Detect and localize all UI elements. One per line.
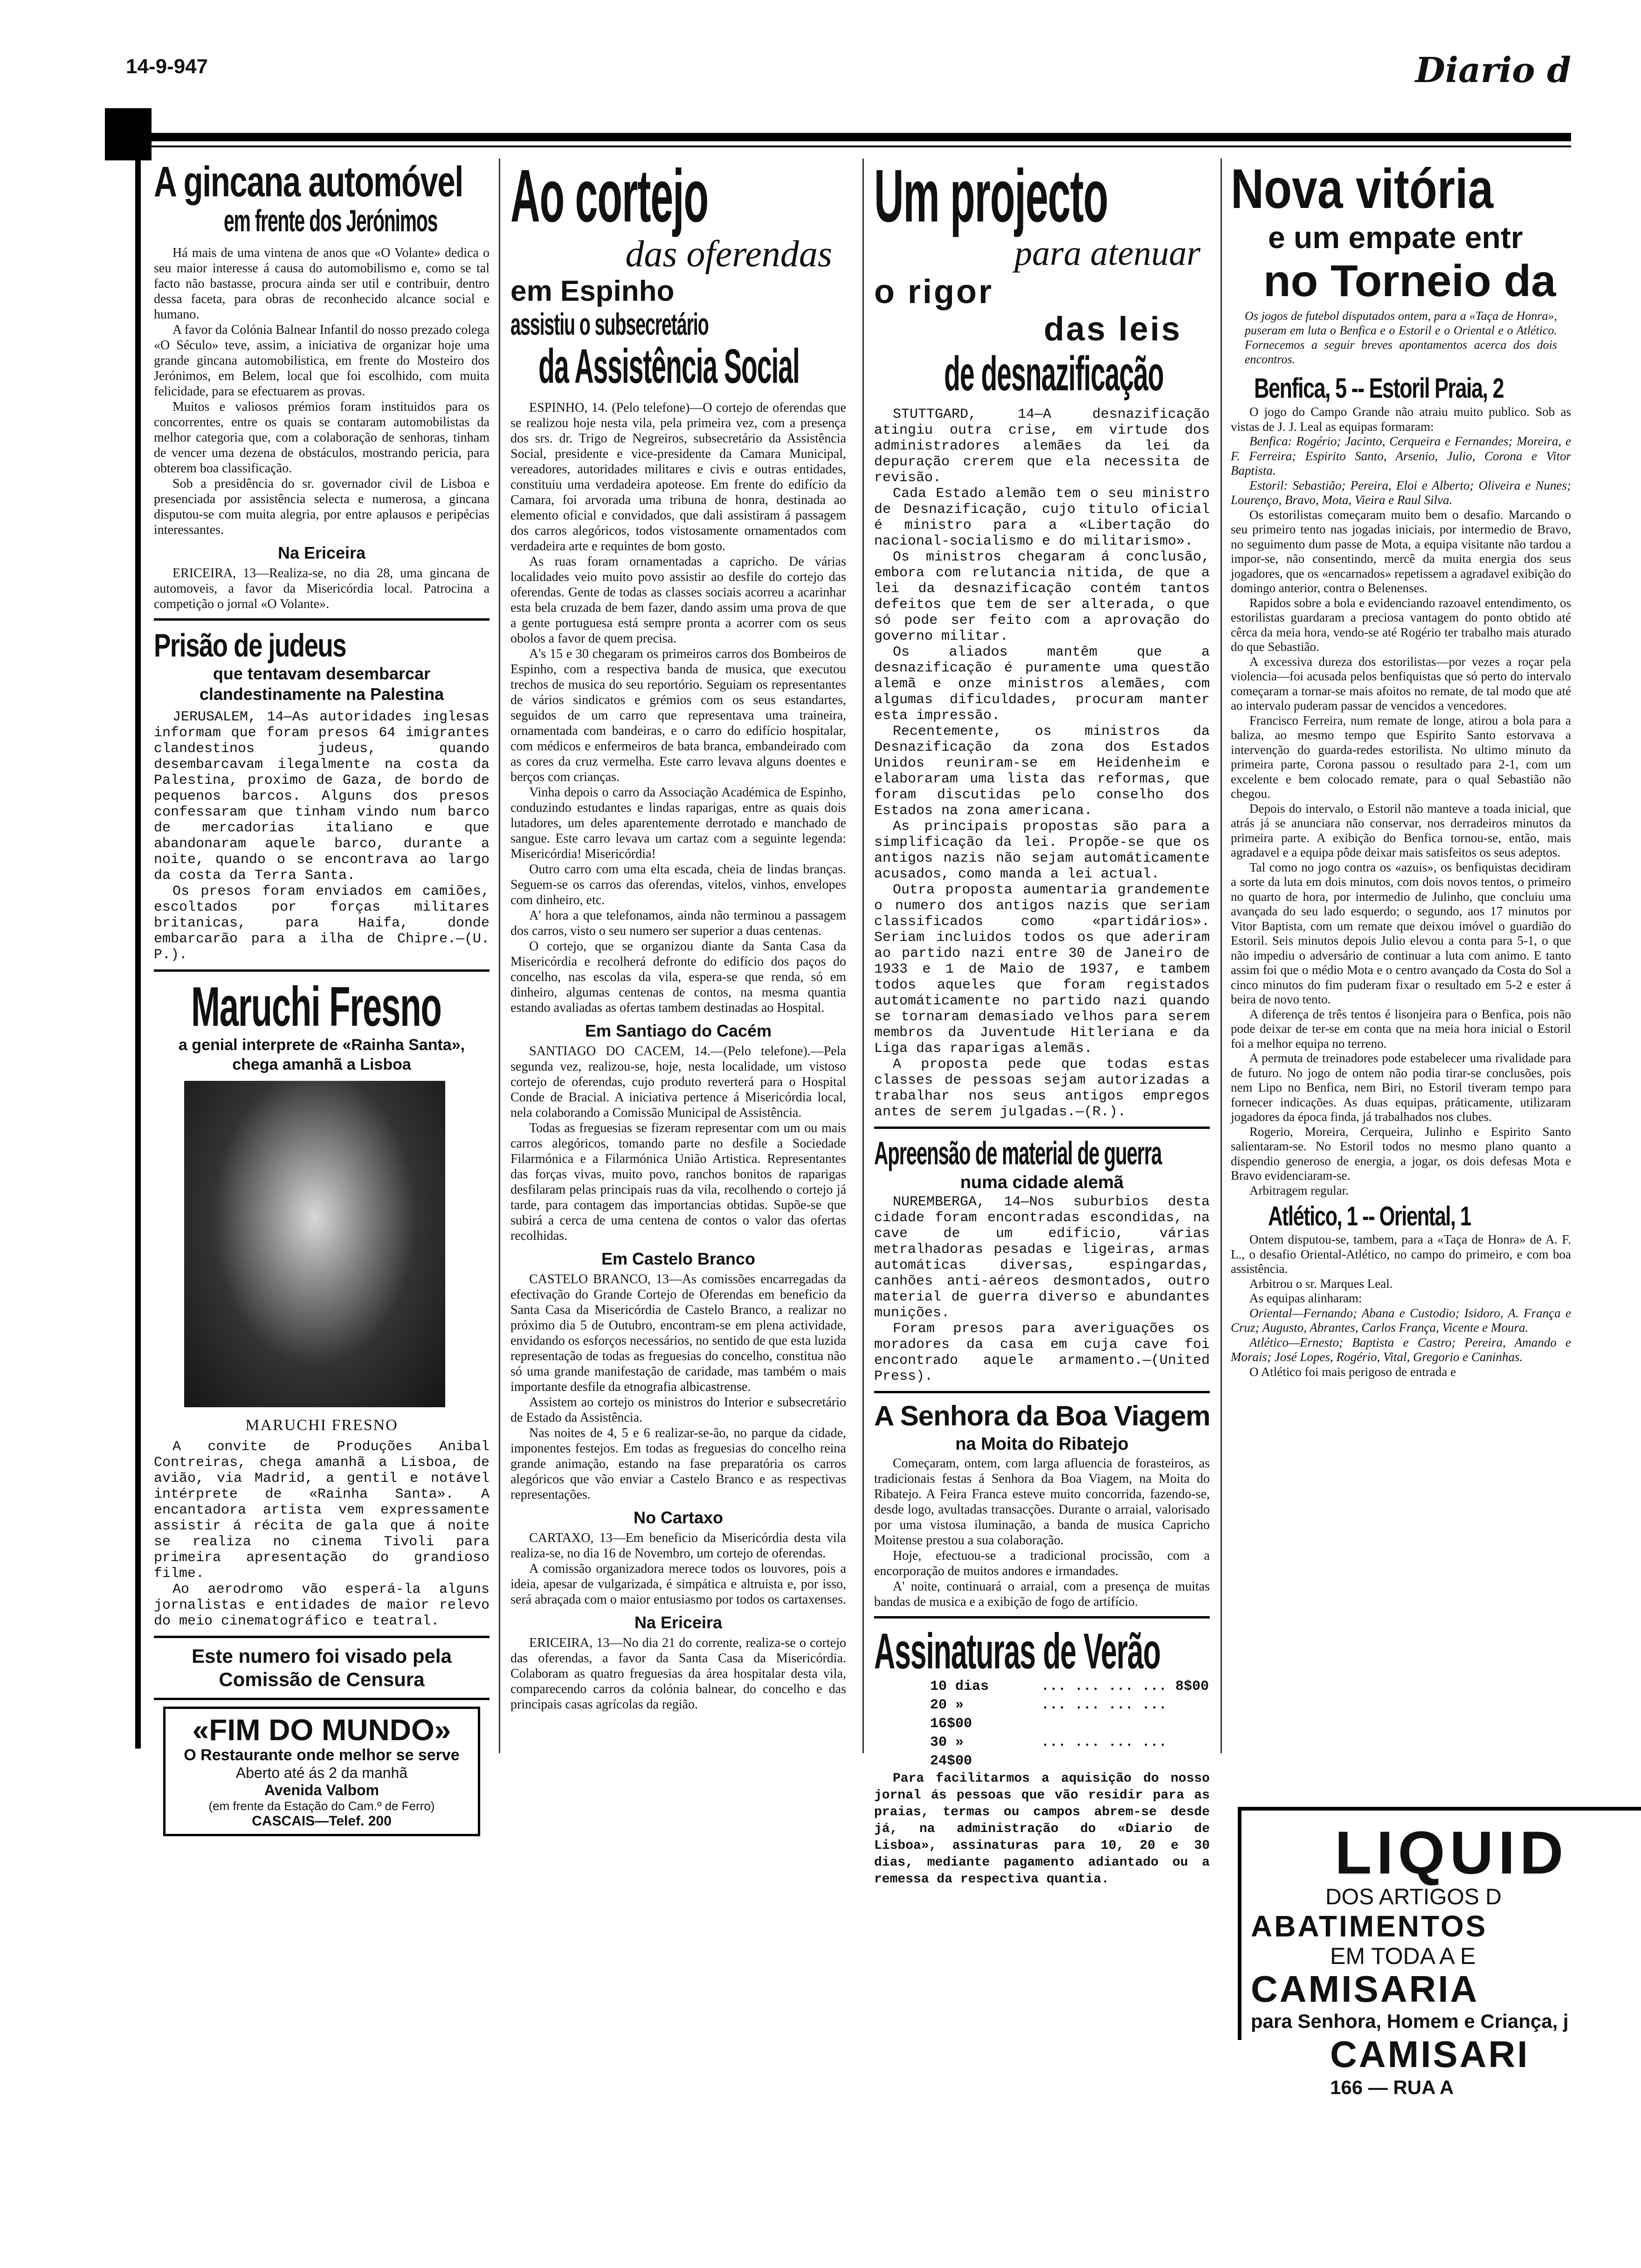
paragraph: Arbitrou o sr. Marques Leal. bbox=[1249, 1276, 1393, 1291]
headline: Maruchi Fresno bbox=[191, 975, 441, 1038]
paragraph: Para facilitarmos a aquisição do nosso jornal ás pessoas que vão residir para as praias, termas ou campos abrem-se desde já, na administração do «Diario de Lisboa», assinaturas para 10, 20 e 30 dias, mediante pagamento adiantado ou a remessa da respectiva quantia. bbox=[874, 1771, 1210, 1887]
ad-line: LIQUID bbox=[1335, 1819, 1568, 1887]
article-body bbox=[1231, 1232, 1571, 1379]
paragraph: Francisco Ferreira, num remate de longe, atirou a bola para a baliza, ao mesmo tempo que Espirito Santo estorvava a intervenção do guarda-redes estorilista. No ultimo minuto da primeira parte, Corona passou o resultado para 2-1, com um excelente e bem colocado remate, para o qual Sebastião não chegou. bbox=[1231, 713, 1571, 801]
article-body bbox=[154, 245, 490, 538]
paragraph: Ontem disputou-se, tambem, para a «Taça de Honra» de A. F. L., o desafio Oriental-Atlético, no campo do primeiro, e com boa assistência. bbox=[1231, 1232, 1571, 1276]
article-gincana bbox=[154, 159, 490, 612]
paragraph: Depois do intervalo, o Estoril não manteve a toada inicial, que atrás já se anunciara não conservar, nos derradeiros minutos da primeira parte. A exibição do Benfica tornou-se, então, mais agradavel e a equipa pôde deixar mais satisfeitos os seus adeptos. bbox=[1231, 801, 1571, 859]
portrait-photo bbox=[184, 1081, 445, 1407]
article-body bbox=[874, 407, 1210, 1120]
masthead: Diario d bbox=[1415, 50, 1571, 90]
paragraph: A diferença de três tentos é lisonjeira para o Benfica, pois não pode deixar de ter-se em conta que na meia hora inicial o Estoril foi a melhor equipa no terreno. bbox=[1231, 1007, 1571, 1051]
corner-block bbox=[105, 108, 152, 160]
article-maruchi bbox=[154, 975, 490, 1629]
censorship-note: Este numero foi visado pela Comissão de Censura bbox=[192, 1645, 452, 1690]
section-heading: Em Castelo Branco bbox=[601, 1249, 756, 1268]
section-heading: Benfica, 5 -- Estoril Praia, 2 bbox=[1254, 373, 1504, 404]
paragraph: O jogo do Campo Grande não atraiu muito publico. Sob as vistas de J. J. Leal as equipas formaram: bbox=[1231, 405, 1571, 434]
paragraph: Estoril: Sebastião; Pereira, Eloi e Alberto; Oliveira e Nunes; Lourenço, Bravo, Mota, Vieira e Raul Silva. bbox=[1231, 478, 1571, 507]
headline-sub: em frente dos Jerónimos bbox=[224, 203, 438, 238]
paragraph: Cada Estado alemão tem o seu ministro de Desnazificação, cujo titulo oficial é ministro para a «Libertação do nacional-socialismo e do militarismo». bbox=[874, 486, 1210, 549]
headline: A Senhora da Boa Viagem bbox=[874, 1400, 1210, 1431]
headline-line: das leis bbox=[1043, 311, 1182, 348]
paragraph: Ao aerodromo vão esperá-la alguns jornalistas e entidades de maior relevo do meio cinematográfico e teatral. bbox=[154, 1582, 490, 1629]
paragraph: Sob a presidência do sr. governador civil de Lisboa e presenciada por assistência selecta e numerosa, a gincana disputou-se com muita alegria, por entre aplausos e peripécias interessantes. bbox=[154, 477, 490, 537]
paragraph: Arbitragem regular. bbox=[1249, 1183, 1349, 1197]
paragraph: Há mais de uma vintena de anos que «O Volante» dedica o seu maior interesse á causa do automobilismo e, como se tal facto não bastasse, procura ainda ser util e contribuir, dentro dessa faceta, para obras de reconhecido alcance social e humano. bbox=[154, 246, 490, 322]
paragraph: Vinha depois o carro da Associação Académica de Espinho, conduzindo estudantes e lindas raparigas, entre as quais dois lutadores, um deles aparentemente derrotado e manchado de sangue. Este carro levava um cartaz com a seguinte legenda: Misericórdia! Misericórdia! bbox=[510, 785, 846, 861]
ad-line: ABATIMENTOS bbox=[1251, 1909, 1488, 1943]
divider bbox=[874, 1616, 1210, 1618]
paragraph: Rogerio, Moreira, Cerqueira, Julinho e Espirito Santo salientaram-se. No Estoril todos no mesmo plano quanto a dispendio generoso de energia, a jogar, os dois defesas Mota e Bravo evidenciaram-se. bbox=[1231, 1124, 1571, 1182]
section-heading: No Cartaxo bbox=[633, 1508, 724, 1527]
paragraph: A's 15 e 30 chegaram os primeiros carros dos Bombeiros de Espinho, com a respectiva banda de musica, que executou trechos de musica do seu reportório. Seguiam os representantes de vários sindicatos e grémios com os seus estandartes, seguidos de um carro que representava uma traineira, ornamentada com bandeiras, e o carro do edifício hospitalar, com médicos e enfermeiros de bata branca, embandeirado com as cores da cruz vermelha. Este carro levava alguns doentes e berços com crianças. bbox=[510, 647, 846, 784]
intro: Os jogos de futebol disputados ontem, para a «Taça de Honra», puseram em luta o Benfica e o Estoril e o Oriental e o Atlético. Fornecemos a seguir breves apontamentos acerca dos dois encontros. bbox=[1245, 309, 1557, 366]
paragraph: Hoje, efectuou-se a tradicional procissão, com a encorporação de muitos andores e irmandades. bbox=[874, 1549, 1210, 1578]
top-rule-thin bbox=[149, 145, 1571, 147]
ad-line: 166 — RUA A bbox=[1330, 2076, 1454, 2098]
article-body bbox=[874, 1194, 1210, 1384]
paragraph: A excessiva dureza dos estorilistas—por vezes a roçar pela violencia—foi acusada pelos benfiquistas que só perto do intervalo começaram a tornar-se mais afoitos no remate, de tal modo que até ao intervalo puderam passar de vencidos a vencedores. bbox=[1231, 654, 1571, 712]
ad-line: para Senhora, Homem e Criança, j bbox=[1251, 2010, 1569, 2032]
ad-line: O Restaurante onde melhor se serve bbox=[184, 1746, 460, 1764]
ad-fim-do-mundo bbox=[163, 1707, 480, 1836]
paragraph: A favor da Colónia Balnear Infantil do nosso prezado colega «O Século» teve, assim, a iniciativa de organizar hoje uma grande gincana automobilistica, em frente do Mosteiro dos Jerónimos, em Belem, local que foi escolhido, com muita felicidade, para se efectuarem as provas. bbox=[154, 323, 490, 399]
headline: A gincana automóvel bbox=[154, 158, 463, 206]
ad-line: Avenida Valbom bbox=[264, 1782, 379, 1798]
paragraph: Todas as freguesias se fizeram representar com um ou mais carros alegóricos, tomando parte no desfile a Sociedade Filarmónica e a Filarmónica União Artistica. Representantes das forças vivas, muito povo, ranchos bonitos de raparigas desfilaram pelas principais ruas da vila, recolhendo o cortejo já tarde, para contagem das importancias obtidas. Supõe-se que subirá a cerca de uma centena de contos o valor das ofertas recolhidas. bbox=[510, 1121, 846, 1243]
paragraph: Tal como no jogo contra os «azuis», os benfiquistas decidiram a sorte da luta em dois minutos, com dois novos tentos, o primeiro no quarto de hora, por intermedio de Julinho, que concluiu uma avançada do seu lado esquerdo; o segundo, aos 17 minutos por Vitor Baptista, com um remate que deixou imóvel o guardião do Estoril. Seis minutos depois Julio elevou a conta para 5-1, o que não impediu o adversário de continuar a luta com animo. E tanto assim foi que o médio Mota e o centro avançado da Costa do Sol a cinco minutos do fim puderam fixar o resultado em 5-2 e ester á beira de novo tento. bbox=[1231, 860, 1571, 1006]
headline-line: assistiu o subsecretário bbox=[510, 307, 709, 341]
paragraph: A convite de Produções Anibal Contreiras, chega amanhã a Lisboa, de avião, via Madrid, a gentil e notável intérprete de «Rainha Santa». A encantadora artista vem expressamente assistir á récita de gala que á noite se realiza no cinema Tivoli para primeira apresentação do grandioso filme. bbox=[154, 1439, 490, 1582]
paragraph: A' noite, continuará o arraial, com a presença de muitas bandas de musica e a exibição de fogo de artifício. bbox=[874, 1579, 1210, 1609]
headline-line: de desnazificação bbox=[944, 347, 1164, 401]
paragraph: ERICEIRA, 13—Realiza-se, no dia 28, uma gincana de automoveis, a favor da Misericórdia local. Patrocina a competição o jornal «O Volante». bbox=[154, 566, 490, 611]
price-row: 10 dias ... ... ... ... 8$00 bbox=[930, 1679, 1209, 1694]
column-divider bbox=[499, 159, 500, 1753]
ad-line: (em frente da Estação do Cam.º de Ferro) bbox=[208, 1799, 435, 1813]
ad-line: EM TODA A E bbox=[1330, 1943, 1476, 1969]
ad-line: Aberto até ás 2 da manhã bbox=[235, 1764, 408, 1781]
paragraph: O cortejo, que se organizou diante da Santa Casa da Misericórdia e recolherá defronte do edifício dos paços do concelho, nas escolas da vila, espera-se que renda, só em dinheiro, algumas centenas de contos, na mesma quantia estando avaliadas as ofertas tambem destinadas ao Hospital. bbox=[510, 939, 846, 1015]
headline: Apreensão de material de guerra bbox=[874, 1135, 1162, 1171]
paragraph: JERUSALEM, 14—As autoridades inglesas informam que foram presos 64 imigrantes clandestinos judeus, quando desembarcavam ilegalmente na costa da Palestina, proximo de Gaza, de bordo de pequenos barcos. Alguns dos presos confessaram que tinham vindo num barco de mercadorias italiano e que abandonaram aquele barco, durante a noite, quando o se encontrava ao largo da costa da Terra Santa. bbox=[154, 709, 490, 884]
paragraph: Outra proposta aumentaria grandemente o numero dos antigos nazis que seriam classificados como «partidários». Seriam incluidos todos os que aderiram ao partido nazi entre 30 de Janeiro de 1933 e 1 de Maio de 1937, e tambem todos aqueles que foram registados automáticamente no partido nazi quando se tornaram demasiado velhos para serem membros da Juventude Hitleriana e da Liga das raparigas alemãs. bbox=[874, 882, 1210, 1057]
paragraph: Outro carro com uma elta escada, cheia de lindas branças. Seguem-se os carros das oferendas, vitelos, vinhos, envelopes com dinheiro, etc. bbox=[510, 862, 846, 907]
article-body bbox=[874, 1456, 1210, 1610]
paragraph: Nas noites de 4, 5 e 6 realizar-se-ão, no parque da cidade, imponentes festejos. Em todas as freguesias do concelho reina grande animação, estando na fase preparatória os carros alegóricos que vão enviar a Castelo Branco e as respectivas representações. bbox=[510, 1426, 846, 1502]
paragraph: STUTTGARD, 14—A desnazificação atingiu outra crise, em virtude dos administradores alemães da lei da depuração crerem que ela necessita de revisão. bbox=[874, 407, 1210, 486]
headline-italic: das oferendas bbox=[625, 234, 832, 275]
paragraph: Benfica: Rogério; Jacinto, Cerqueira e Fernandes; Moreira, e F. Ferreira; Espirito Santo, Arsenio, Julio, Corona e Vitor Baptista. bbox=[1231, 434, 1571, 477]
paragraph: Rapidos sobre a bola e evidenciando razoavel entendimento, os estorilistas guardaram a preciosa vantagem do ponto obtido até cêrca da meia hora, vendo-se até Rogério ter trabalho mais aturado do que Sebastião. bbox=[1231, 595, 1571, 654]
divider bbox=[154, 618, 490, 621]
article-body bbox=[1231, 405, 1571, 1198]
article-body bbox=[874, 1770, 1210, 1888]
ad-line: DOS ARTIGOS D bbox=[1325, 1885, 1502, 1909]
ad-line: CAMISARIA bbox=[1251, 1968, 1479, 2010]
section-heading: Na Ericeira bbox=[277, 543, 366, 562]
column-3 bbox=[874, 154, 1210, 1887]
paragraph: A proposta pede que todas estas classes de pessoas sejam autorizadas a trabalhar nos seus antigos empregos antes de serem julgadas.—(R.). bbox=[874, 1057, 1210, 1120]
ad-liquidacao bbox=[1238, 1807, 1641, 2098]
paragraph: Os ministros chegaram á conclusão, embora com relutancia nitida, de que a lei da desnazificação contém tantos defeitos que tem de ser alterada, o que só pode ser feito com a aprovação do governo militar. bbox=[874, 549, 1210, 644]
paragraph: SANTIAGO DO CACEM, 14.—(Pelo telefone).—Pela segunda vez, realizou-se, hoje, nesta localidade, um vistoso cortejo de oferendas, cujo produto reverterá para o Hospital Conde de Bracial. A iniciativa pertence á Misericórdia local, nela colaborando a Comissão Municipal de Assistência. bbox=[510, 1044, 846, 1120]
paragraph: Os aliados mantêm que a desnazificação é puramente uma questão alemã e onze ministros alemães, com algumas dificuldades, procuram manter esta impressão. bbox=[874, 644, 1210, 724]
paragraph: ERICEIRA, 13—No dia 21 do corrente, realiza-se o cortejo das oferendas, a favor da Santa Casa da Misericórdia. Colaboram as quatro freguesias da área hospitalar desta vila, comparecendo carros da colónia balnear, do concelho e das principais casas agrícolas da região. bbox=[510, 1636, 846, 1712]
article-body bbox=[154, 709, 490, 963]
divider bbox=[154, 969, 490, 972]
headline: Nova vitória bbox=[1231, 158, 1494, 220]
paragraph: ESPINHO, 14. (Pelo telefone)—O cortejo de oferendas que se realizou hoje nesta vila, pela primeira vez, com a presença dos srs. dr. Trigo de Negreiros, subsecretário da Assistência Social, presidente e vice-presidente da Camara Municipal, vereadores, autoridades militares e civis e outras entidades, constituiu uma verdadeira apoteose. Em frente do edifício da Camara, foi arvorada uma tribuna de honra, destinada ao elemento oficial e convidados, que dali assistiram á passagem dos carros alegóricos, todos vistosamente ornamentados com verdadeira arte e requintes de bom gosto. bbox=[510, 401, 846, 553]
paragraph: CASTELO BRANCO, 13—As comissões encarregadas da efectivação do Grande Cortejo de Oferendas em beneficio da Santa Casa da Misericórdia de Castelo Branco, a realizar no próximo dia 5 de Outubro, encontram-se em plena actividade, envidando os esforços necessários, no sentido de que esta luzida representação de todas as freguesias do concelho, constitua não só uma grande manifestação de caridade, mas também o mais importante desfile da etnografia albicastrense. bbox=[510, 1272, 847, 1394]
headline-line: da Assistência Social bbox=[538, 339, 800, 394]
headline: Um projecto bbox=[874, 154, 1108, 237]
price-row: 30 » ... ... ... ... 24$00 bbox=[930, 1735, 1167, 1769]
paragraph: Os presos foram enviados em camiões, escoltados por forças militares britanicas, para Haifa, donde embarcarão para a ilha de Chipre.—(U. P.). bbox=[154, 884, 490, 963]
section-heading: Atlético, 1 -- Oriental, 1 bbox=[1268, 1201, 1471, 1231]
headline-line: no Torneio da bbox=[1263, 256, 1556, 306]
photo-caption: MARUCHI FRESNO bbox=[245, 1417, 398, 1434]
paragraph: NUREMBERGA, 14—Nos suburbios desta cidade foram encontradas escondidas, na cave de um edificio, várias metralhadoras pesadas e ligeiras, armas automáticas diversas, espingardas, canhões anti-aéreos desmontados, outro material de guerra diverso e abundantes munições. bbox=[874, 1194, 1210, 1321]
divider bbox=[874, 1127, 1210, 1129]
top-rule bbox=[149, 133, 1571, 141]
paragraph: As principais propostas são para a simplificação da lei. Propõe-se que os antigos nazis não sejam automáticamente acusados, como manda a lei actual. bbox=[874, 819, 1210, 882]
paragraph: A permuta de treinadores pode estabelecer uma rivalidade para de futuro. No jogo de ontem não podia tirar-se conclusões, pois nem Lipo no Benfica, nem Biri, no Estoril tiveram tempo para fornecer indicações. As duas equipas, práticamente, utilizaram jogadores da época finda, já trabalhados nos clubes. bbox=[1231, 1051, 1571, 1124]
paragraph: O Atlético foi mais perigoso de entrada e bbox=[1249, 1364, 1456, 1379]
paragraph: CARTAXO, 13—Em beneficio da Misericórdia desta vila realiza-se, no dia 16 de Novembro, um cortejo de oferendas. bbox=[510, 1531, 846, 1561]
headline: Prisão de judeus bbox=[154, 627, 346, 664]
ad-line: CASCAIS—Telef. 200 bbox=[252, 1813, 392, 1829]
headline-sub: que tentavam desembarcar clandestinamente na Palestina bbox=[199, 664, 444, 704]
ad-line: CAMISARI bbox=[1330, 2033, 1530, 2075]
divider bbox=[874, 1391, 1210, 1393]
ad-title: «FIM DO MUNDO» bbox=[192, 1713, 451, 1747]
paragraph: Oriental—Fernando; Abana e Custodio; Isidoro, A. França e Cruz; Augusto, Abrantes, Carlos França, Vicente e Moura. bbox=[1231, 1306, 1571, 1335]
section-heading: Em Santiago do Cacém bbox=[585, 1021, 772, 1040]
paragraph: A comissão organizadora merece todos os louvores, pois a ideia, apesar de vulgarizada, é simpática e altruista e, por isso, será abraçada com o maior entusiasmo por todos os cartaxenses. bbox=[510, 1562, 846, 1607]
headline-sub: na Moita do Ribatejo bbox=[955, 1434, 1129, 1454]
price-row: 20 » ... ... ... ... 16$00 bbox=[930, 1697, 1167, 1732]
article-body bbox=[154, 1439, 490, 1629]
paragraph: Atlético—Ernesto; Baptista e Castro; Pereira, Amando e Morais; José Lopes, Rogério, Vital, Gregorio e Caninhas. bbox=[1231, 1335, 1571, 1364]
divider bbox=[154, 1636, 490, 1638]
headline: Ao cortejo bbox=[510, 154, 709, 237]
issue-date: 14-9-947 bbox=[126, 55, 208, 78]
headline-line: e um empate entr bbox=[1268, 220, 1523, 255]
column-4 bbox=[1231, 154, 1571, 1763]
paragraph: Os estorilistas começaram muito bem o desafio. Marcando o seu primeiro tento nas jogadas iniciais, por intermedio de Bravo, no seguimento dum passe de Mota, a equipa visitante não tardou a impor-se, não consentindo, mercê da muita energia dos seus jogadores, que os «encarnados» repetissem a agradavel exibição do domingo anterior, contra o Belenenses. bbox=[1231, 507, 1571, 595]
headline-italic: para atenuar bbox=[1014, 234, 1200, 273]
headline-sub: a genial interprete de «Rainha Santa», chega amanhã a Lisboa bbox=[178, 1036, 465, 1073]
paragraph: Muitos e valiosos prémios foram instituidos para os concorrentes, entre os quais se contaram automobilistas da melhor categoria que, com a colaboração de senhoras, tinham de vencer uma dezena de obstáculos, mostrando pericia, para obterem boa classificação. bbox=[154, 400, 490, 476]
column-divider bbox=[1220, 159, 1222, 1753]
column-divider bbox=[862, 159, 864, 1753]
paragraph: As equipas alinharam: bbox=[1249, 1291, 1362, 1305]
headline-line: o rigor bbox=[874, 273, 993, 311]
paragraph: Assistem ao cortejo os ministros do Interior e subsecretário de Estado da Assistência. bbox=[510, 1395, 846, 1425]
paragraph: Começaram, ontem, com larga afluencia de forasteiros, as tradicionais festas á Senhora da Boa Viagem, na Moita do Ribatejo. A Feira Franca esteve muito concorrida, fazendo-se, desde logo, avultadas transacções. Durante o arraial, valorisado por uma vistosa iluminação, a banda de musica Capricho Moitense prestou a sua colaboração. bbox=[874, 1456, 1210, 1548]
divider bbox=[154, 1698, 490, 1700]
column-1 bbox=[154, 154, 490, 1829]
article-judeus bbox=[154, 627, 490, 963]
left-margin-rule bbox=[135, 159, 141, 1749]
headline: Assinaturas de Verão bbox=[874, 1623, 1160, 1679]
price-list bbox=[874, 1677, 1210, 1770]
paragraph: A' hora a que telefonamos, ainda não terminou a passagem dos carros, visto o seu numero ser superior a duas centenas. bbox=[510, 908, 846, 938]
paragraph: As ruas foram ornamentadas a capricho. De várias localidades veio muito povo assistir ao desfile do cortejo das oferendas. Gente de todas as classes sociais acorreu a acarinhar esta bela cruzada de bem fazer, dando assim uma prova de que a gente portuguesa está sempre pronta a acorrer com os seus obolos a favor de quem precisa. bbox=[510, 554, 846, 646]
article-body bbox=[510, 400, 846, 1016]
headline-sub: numa cidade alemã bbox=[960, 1173, 1124, 1192]
section-heading: Na Ericeira bbox=[634, 1613, 723, 1632]
headline-line: em Espinho bbox=[510, 275, 675, 307]
column-2 bbox=[510, 154, 846, 1763]
paragraph: Recentemente, os ministros da Desnazificação da zona dos Estados Unidos reuniram-se em Heidenheim e elaboraram uma lista das reformas, que foram discutidas pelo conselho dos Estados na zona americana. bbox=[874, 724, 1210, 819]
paragraph: Foram presos para averiguações os moradores da casa em cuja cave foi encontrado aquele armamento.—(United Press). bbox=[874, 1321, 1210, 1384]
